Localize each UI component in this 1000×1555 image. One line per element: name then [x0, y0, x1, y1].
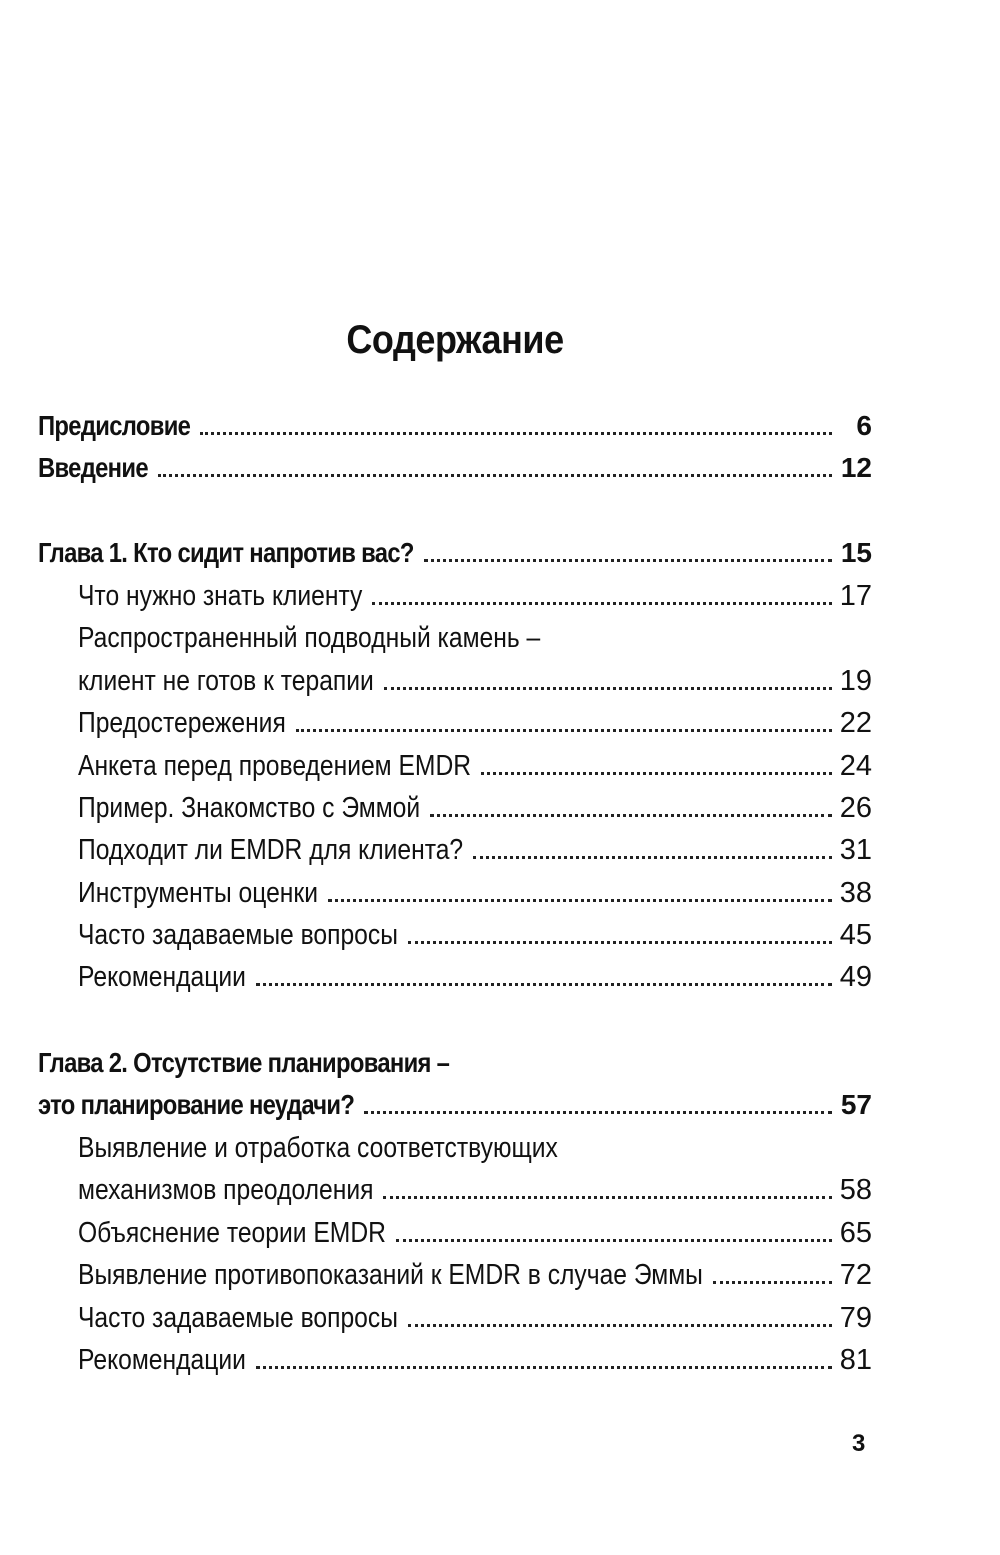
- toc-entry[interactable]: [78, 826, 872, 868]
- toc-entry-page: 15: [840, 537, 872, 568]
- toc-entry-label: Часто задаваемые вопросы: [78, 919, 398, 951]
- toc-entry-label: Предостережения: [78, 707, 286, 739]
- dot-leader: [328, 899, 832, 902]
- toc-entry-label: Что нужно знать клиенту: [78, 580, 363, 612]
- toc-chapter-1[interactable]: [38, 529, 872, 571]
- toc-entry-page: 45: [839, 919, 872, 951]
- toc-entry-intro[interactable]: [38, 444, 872, 486]
- dot-leader: [408, 941, 832, 944]
- toc-entry-page: 72: [839, 1259, 872, 1291]
- toc-entry-label: клиент не готов к терапии: [78, 665, 374, 697]
- dot-leader: [296, 729, 832, 732]
- dot-leader: [713, 1281, 832, 1284]
- dot-leader: [383, 1196, 832, 1199]
- toc-entry-page: 24: [839, 750, 872, 782]
- toc-entry[interactable]: [78, 1209, 872, 1251]
- toc-entry[interactable]: [78, 1251, 872, 1293]
- toc-chapter-heading: Глава 1. Кто сидит напротив вас?: [38, 537, 414, 568]
- toc-entry[interactable]: [78, 1336, 872, 1378]
- toc-entry[interactable]: [78, 953, 872, 995]
- toc-entry-label: Пример. Знакомство с Эммой: [78, 792, 421, 824]
- toc-entry[interactable]: [78, 742, 872, 784]
- dot-leader: [200, 432, 832, 435]
- toc-entry-label: механизмов преодоления: [78, 1174, 374, 1206]
- dot-leader: [430, 814, 832, 817]
- toc-entry-label: Выявление и отработка соответствующих: [78, 1132, 558, 1164]
- toc-entry-page: 12: [840, 452, 872, 483]
- toc-entry-label: Рекомендации: [78, 1344, 246, 1376]
- toc-entry-page: 38: [839, 877, 872, 909]
- toc-chapter-2[interactable]: [38, 1081, 872, 1123]
- toc-entry[interactable]: [78, 1166, 872, 1208]
- toc-entry-preface[interactable]: [38, 402, 872, 444]
- toc-entry-page: 17: [839, 580, 872, 612]
- dot-leader: [384, 687, 832, 690]
- page-number: 3: [852, 1430, 866, 1457]
- dot-leader: [256, 983, 832, 986]
- toc-chapter-2-line[interactable]: [38, 1039, 872, 1081]
- dot-leader: [396, 1239, 832, 1242]
- toc-chapter-heading: Глава 2. Отсутствие планирования –: [38, 1047, 450, 1078]
- toc-entry-label: Выявление противопоказаний к EMDR в случае Эммы: [78, 1259, 703, 1291]
- toc-entry-page: 79: [839, 1302, 872, 1334]
- dot-leader: [364, 1111, 832, 1114]
- toc-entry-label: Рекомендации: [78, 961, 246, 993]
- toc-chapter-heading: это планирование неудачи?: [38, 1089, 355, 1120]
- toc-entry[interactable]: [78, 784, 872, 826]
- dot-leader: [408, 1324, 832, 1327]
- toc-entry[interactable]: [78, 869, 872, 911]
- toc-entry-line[interactable]: [78, 1124, 872, 1166]
- toc-entry-page: 58: [839, 1174, 872, 1206]
- toc-entry-page: 6: [856, 410, 872, 441]
- dot-leader: [256, 1366, 832, 1369]
- toc-entry[interactable]: [78, 911, 872, 953]
- toc-entry-page: 81: [839, 1344, 872, 1376]
- toc-entry-label: Объяснение теории EMDR: [78, 1217, 386, 1249]
- dot-leader: [372, 602, 832, 605]
- toc-entry-label: Предисловие: [38, 410, 191, 441]
- toc-entry-page: 22: [839, 707, 872, 739]
- toc-entry[interactable]: [78, 1294, 872, 1336]
- toc-entry-label: Введение: [38, 452, 148, 483]
- toc-entry-label: Анкета перед проведением EMDR: [78, 750, 472, 782]
- toc-entry-page: 57: [840, 1089, 872, 1120]
- toc-entry[interactable]: [78, 657, 872, 699]
- toc-entry-page: 31: [839, 834, 872, 866]
- toc-entry-page: 19: [839, 665, 872, 697]
- dot-leader: [481, 772, 832, 775]
- toc-entry[interactable]: [78, 572, 872, 614]
- dot-leader: [158, 474, 832, 477]
- toc-entry-line[interactable]: [78, 614, 872, 656]
- dot-leader: [424, 559, 832, 562]
- toc-entry-page: 49: [839, 961, 872, 993]
- toc-entry-label: Распространенный подводный камень –: [78, 622, 541, 654]
- dot-leader: [473, 856, 832, 859]
- toc-entry-page: 26: [839, 792, 872, 824]
- toc-entry-label: Инструменты оценки: [78, 877, 318, 909]
- toc-entry-label: Часто задаваемые вопросы: [78, 1302, 398, 1334]
- toc-entry-page: 65: [839, 1217, 872, 1249]
- toc-entry-label: Подходит ли EMDR для клиента?: [78, 834, 464, 866]
- toc-entry[interactable]: [78, 699, 872, 741]
- page-title: Содержание: [346, 318, 564, 362]
